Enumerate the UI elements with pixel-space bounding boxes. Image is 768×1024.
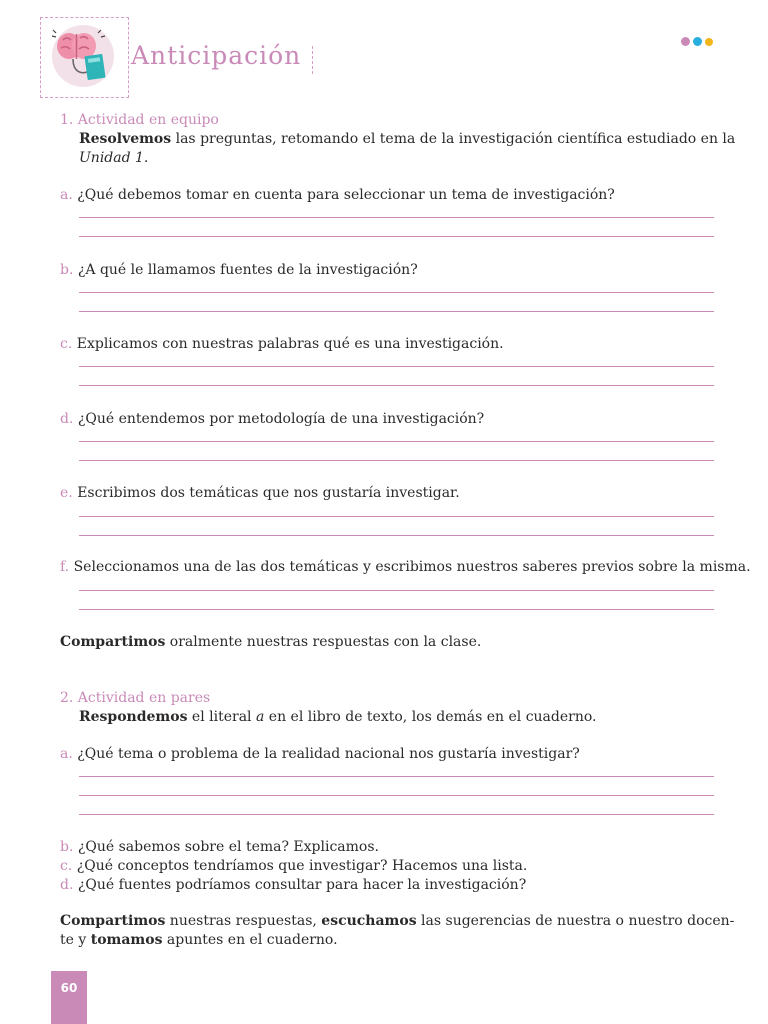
question-text: ¿Qué sabemos sobre el tema? Explicamos. (73, 839, 379, 855)
question-label: d. (60, 877, 74, 893)
question-label: e. (60, 485, 73, 501)
answer-line[interactable] (79, 776, 714, 777)
section2-intro-text-end: en el libro de texto, los demás en el cuaderno. (264, 709, 597, 725)
section1-intro-text: las preguntas, retomando el tema de la investigación científica estudiado en la (171, 131, 736, 147)
question-text: Explicamos con nuestras palabras qué es una investigación. (72, 336, 504, 352)
page-number-tab (51, 971, 87, 1024)
answer-line[interactable] (79, 814, 714, 815)
section2-intro (79, 708, 597, 727)
question-label: c. (60, 858, 73, 874)
closing-line2 (60, 931, 338, 950)
share-verb: Compartimos (60, 634, 166, 650)
answer-line[interactable] (79, 535, 714, 536)
closing-text: las sugerencias de nuestra o nuestro docen- (416, 913, 735, 929)
question-label: b. (60, 262, 74, 278)
closing-line1 (60, 912, 734, 931)
section2-heading: 2. Actividad en pares (60, 690, 211, 706)
question-text: Seleccionamos una de las dos temáticas y escribimos nuestros saberes previos sobre la misma. (69, 559, 751, 575)
question-2c (60, 857, 527, 876)
question-1f (60, 558, 751, 577)
section1-intro-line2 (79, 149, 148, 168)
section1-intro-verb: Resolvemos (79, 131, 172, 147)
closing-text: nuestras respuestas, (165, 913, 322, 929)
section2-intro-verb: Respondemos (79, 709, 188, 725)
page-title: Anticipación (131, 41, 302, 70)
dot-yellow (705, 38, 713, 46)
answer-line[interactable] (79, 292, 714, 293)
question-text: ¿Qué tema o problema de la realidad nacional nos gustaría investigar? (72, 746, 580, 762)
question-text: ¿A qué le llamamos fuentes de la investigación? (73, 262, 418, 278)
question-2a (60, 745, 580, 764)
closing-verb-listen: escuchamos (321, 913, 417, 929)
answer-line[interactable] (79, 236, 714, 237)
share-instruction (60, 633, 481, 652)
question-2b (60, 838, 379, 857)
question-label: c. (60, 336, 73, 352)
answer-line[interactable] (79, 311, 714, 312)
answer-line[interactable] (79, 460, 714, 461)
dot-blue (693, 37, 702, 46)
section1-heading: 1. Actividad en equipo (60, 112, 219, 128)
share-text: oralmente nuestras respuestas con la clase. (165, 634, 482, 650)
question-label: b. (60, 839, 74, 855)
page-number: 60 (60, 981, 78, 995)
answer-line[interactable] (79, 516, 714, 517)
section1-intro (79, 130, 735, 149)
question-text: ¿Qué entendemos por metodología de una investigación? (73, 411, 485, 427)
closing-text: te y (60, 932, 91, 948)
question-2d (60, 876, 526, 895)
brain-book-icon (47, 22, 117, 88)
closing-verb-share: Compartimos (60, 913, 166, 929)
closing-verb-take: tomamos (90, 932, 163, 948)
question-1e (60, 484, 460, 503)
question-text: ¿Qué debemos tomar en cuenta para seleccionar un tema de investigación? (72, 187, 615, 203)
question-label: f. (60, 559, 70, 575)
question-text: Escribimos dos temáticas que nos gustaría investigar. (72, 485, 460, 501)
question-1a (60, 186, 615, 205)
dot-pink (681, 37, 690, 46)
answer-line[interactable] (79, 609, 714, 610)
question-label: a. (60, 187, 73, 203)
question-label: d. (60, 411, 74, 427)
question-1b (60, 261, 418, 280)
answer-line[interactable] (79, 385, 714, 386)
answer-line[interactable] (79, 441, 714, 442)
answer-line[interactable] (79, 217, 714, 218)
unit-reference: Unidad 1. (79, 150, 149, 166)
section2-intro-text: el literal (187, 709, 256, 725)
question-1c (60, 335, 504, 354)
question-label: a. (60, 746, 73, 762)
closing-text: apuntes en el cuaderno. (162, 932, 338, 948)
literal-a: a (255, 709, 265, 725)
question-1d (60, 410, 484, 429)
answer-line[interactable] (79, 366, 714, 367)
question-text: ¿Qué conceptos tendríamos que investigar? Hacemos una lista. (72, 858, 528, 874)
answer-line[interactable] (79, 795, 714, 796)
answer-line[interactable] (79, 590, 714, 591)
question-text: ¿Qué fuentes podríamos consultar para hacer la investigación? (73, 877, 527, 893)
